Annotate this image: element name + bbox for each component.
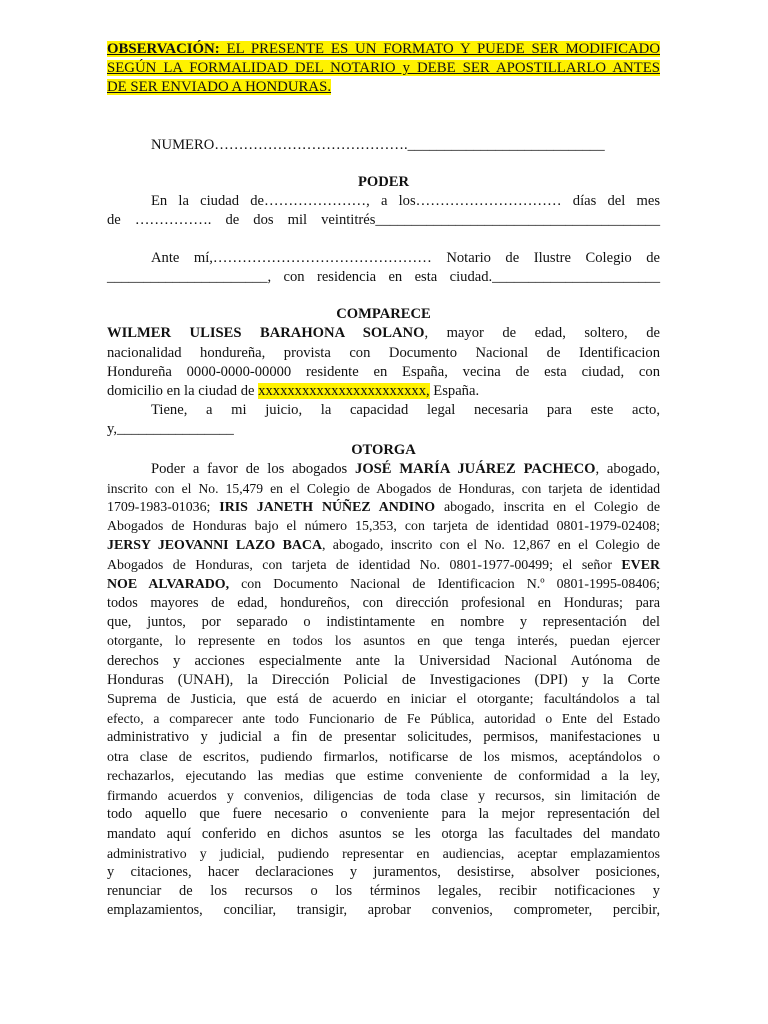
otorga-line-3 <box>107 498 660 517</box>
otorga-body-line: renunciar de los recursos o los términos legales, recibir notificaciones y <box>107 883 660 900</box>
comparece-paragraph <box>107 324 660 439</box>
ante-line-2: ______________________, con residencia en esta ciudad._______________________ <box>107 269 660 286</box>
otorga-body-line: administrativo y judicial a fin de presentar solicitudes, permisos, manifestaciones u <box>107 729 660 746</box>
otorga-line-5-post: , abogado, inscrito con el No. 12,867 en el Colegio de <box>321 538 660 554</box>
otorga-line-1 <box>107 460 660 479</box>
comparece-city-highlight: xxxxxxxxxxxxxxxxxxxxxxx, <box>258 383 430 400</box>
comparece-line-4-post: España. <box>429 383 480 400</box>
otorga-body-line: emplazamientos, conciliar, transigir, aprobar convenios, comprometer, percibir, <box>107 902 660 919</box>
otorga-body-line: todo aquello que fuere necesario o conveniente para la mejor representación del <box>107 806 660 823</box>
otorga-body-line: todos mayores de edad, hondureños, con dirección profesional en Honduras; para <box>107 595 660 612</box>
lawyer-name-4b: NOE ALVARADO, <box>107 576 230 592</box>
otorga-line-4: Abogados de Honduras bajo el número 15,353, con tarjeta de identidad 0801-1979-02408; <box>107 519 660 535</box>
otorga-body-line: que, juntos, por separado o indistintamente en nombre y representación del <box>107 614 660 631</box>
otorga-heading: OTORGA <box>351 441 416 458</box>
numero-label: NUMERO…………………………………. <box>151 136 408 153</box>
comparece-line-2: nacionalidad hondureña, provista con Documento Nacional de Identificacion <box>107 344 660 361</box>
otorga-body-line: Suprema de Justicia, que está de acuerdo en iniciar el otorgante; facultándolos a tal <box>107 692 660 708</box>
otorga-body-line: otorgante, lo represente en todos los asuntos en que tenga interés, puedan ejercer <box>107 634 660 650</box>
ante-paragraph <box>107 249 660 287</box>
otorga-paragraph <box>107 460 660 921</box>
observation-label: OBSERVACIÓN: <box>107 41 220 57</box>
poder-paragraph <box>107 192 660 230</box>
poder-line-2: de ……………. de dos mil veintitrés_______________________________________ <box>107 211 660 228</box>
lawyer-name-3: JERSY JEOVANNI LAZO BACA <box>107 538 322 554</box>
poder-line-1: En la ciudad de…………………, a los………………………… días del mes <box>151 192 660 209</box>
observation-text-3: DE SER ENVIADO A HONDURAS. <box>107 79 332 96</box>
otorga-line-3-post: abogado, inscrita en el Colegio de <box>435 500 661 516</box>
numero-line <box>107 135 660 155</box>
otorga-line-6 <box>107 556 660 575</box>
comparece-heading: COMPARECE <box>336 306 431 323</box>
otorga-line-6-pre: Abogados de Honduras, con tarjeta de identidad No. 0801-1977-00499; el señor <box>107 557 622 573</box>
observation-text-1: EL PRESENTE ES UN FORMATO Y PUEDE SER MODIFICADO <box>219 41 660 57</box>
otorga-line-7-post: con Documento Nacional de Identificacion N.º 0801-1995-08406; <box>229 576 660 592</box>
lawyer-name-4a: EVER <box>621 557 660 573</box>
otorga-body-line: efecto, a comparecer ante todo Funcionario de Fe Pública, autoridad o Ente del Estado <box>107 711 660 727</box>
otorga-body-line: derechos y acciones especialmente ante la Universidad Nacional Autónoma de <box>107 652 660 669</box>
comparece-line-4-pre: domicilio en la ciudad de <box>107 383 259 400</box>
otorga-body-line: mandato aquí conferido en dichos asuntos se les otorga las facultades del mandato <box>107 825 660 842</box>
ante-line-1: Ante mí,……………………………………… Notario de Ilustre Colegio de <box>151 250 660 267</box>
otorga-line-1-post: , abogado, <box>595 460 661 477</box>
otorga-body-line: rechazarlos, ejecutando las medias que estime conveniente de conformidad a la ley, <box>107 768 660 784</box>
otorga-body-line: Honduras (UNAH), la Dirección Policial de Investigaciones (DPI) y la Corte <box>107 671 660 688</box>
comparece-line-1 <box>107 324 660 343</box>
lawyer-name-2: IRIS JANETH NÚÑEZ ANDINO <box>219 500 436 516</box>
poder-heading: PODER <box>357 173 410 190</box>
comparece-line-5: Tiene, a mi juicio, la capacidad legal necesaria para este acto, <box>151 402 660 419</box>
observation-text-2: SEGÚN LA FORMALIDAD DEL NOTARIO y DEBE SER APOSTILLARLO ANTES <box>107 60 660 77</box>
comparece-line-6: y,________________ <box>107 421 234 438</box>
otorga-body-line: firmando acuerdos y convenios, diligencias de toda clase y recursos, sin limitación de <box>107 788 660 804</box>
comparece-line-3: Hondureña 0000-0000-00000 residente en España, vecina de esta ciudad, con <box>107 363 660 380</box>
otorga-body-line: administrativo y judicial, pudiendo representar en audiencias, aceptar emplazamientos <box>107 845 660 861</box>
otorga-line-1-pre: Poder a favor de los abogados <box>151 460 356 477</box>
otorga-rest <box>107 594 660 920</box>
observation-notice <box>107 40 660 98</box>
observation-line-2 <box>107 59 660 78</box>
otorga-line-2: inscrito con el No. 15,479 en el Colegio de Abogados de Honduras, con tarjeta de identidad <box>107 480 660 496</box>
observation-line-1 <box>107 40 660 59</box>
comparece-line-4 <box>107 382 660 401</box>
lawyer-name-1: JOSÉ MARÍA JUÁREZ PACHECO <box>355 460 596 477</box>
observation-line-3 <box>107 78 660 97</box>
numero-blank: ___________________________ <box>407 136 605 153</box>
otorga-body-line: otra clase de escritos, pudiendo firmarlos, notificarse de los mismos, aceptándolos o <box>107 749 660 765</box>
comparece-name: WILMER ULISES BARAHONA SOLANO <box>107 325 425 342</box>
otorga-body-line: y citaciones, hacer declaraciones y juramentos, desistirse, absolver posiciones, <box>107 863 660 880</box>
otorga-line-3-pre: 1709-1983-01036; <box>107 500 220 516</box>
otorga-line-5 <box>107 536 660 555</box>
otorga-line-7 <box>107 575 660 594</box>
document-page <box>107 40 660 921</box>
comparece-line-1-rest: , mayor de edad, soltero, de <box>424 325 660 342</box>
